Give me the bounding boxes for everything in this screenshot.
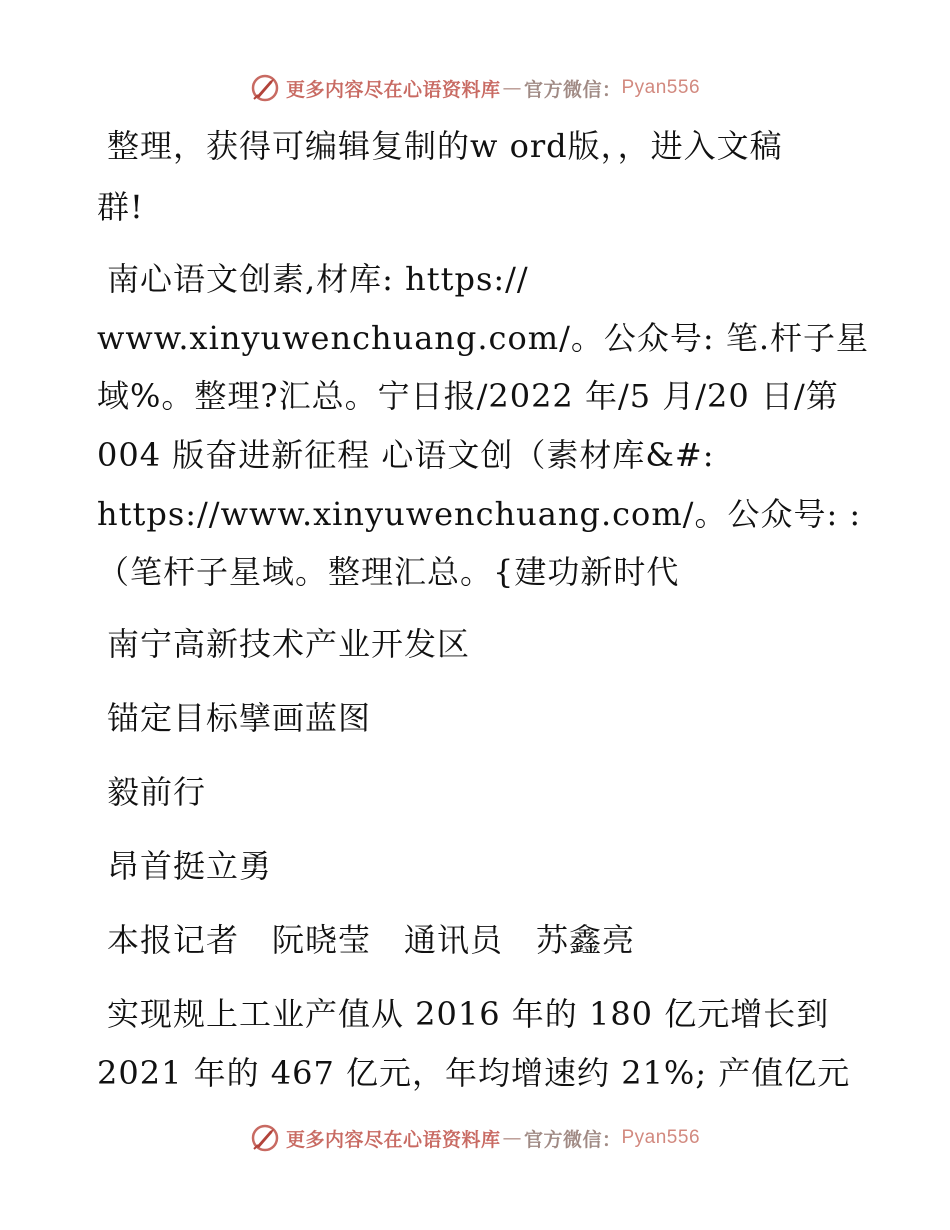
banner-wechat-id: Pyan556 bbox=[621, 77, 701, 98]
text-line: 南宁高新技术产业开发区 bbox=[107, 625, 471, 663]
text-line: 南心语文创素,材库: https:// bbox=[107, 260, 529, 298]
text-line: 整理，获得可编辑复制的w ord版，，进入文稿 bbox=[107, 127, 783, 165]
text-line: （笔杆子星域。整理汇总。{建功新时代 bbox=[97, 553, 680, 591]
text-line: 2021 年的 467 亿元，年均增速约 21%; 产值亿元 bbox=[97, 1054, 851, 1092]
text-line: 004 版奋进新征程 心语文创（素材库&#: bbox=[97, 436, 715, 474]
banner-wechat-label: 官方微信： bbox=[523, 78, 622, 101]
banner-dash: — bbox=[502, 1127, 522, 1149]
quill-pen-icon bbox=[250, 1123, 280, 1153]
text-line: 毅前行 bbox=[107, 773, 207, 811]
banner-main-text: 更多内容尽在心语资料库 bbox=[285, 1128, 501, 1151]
byline: 本报记者 阮晓莹 通讯员 苏鑫亮 bbox=[107, 921, 636, 959]
text-line: 昂首挺立勇 bbox=[107, 847, 273, 885]
banner-main-text: 更多内容尽在心语资料库 bbox=[285, 78, 501, 101]
text-line: 群! bbox=[97, 188, 144, 226]
text-line: 实现规上工业产值从 2016 年的 180 亿元增长到 bbox=[107, 995, 830, 1033]
text-line: www.xinyuwenchuang.com/。公众号: 笔.杆子星 bbox=[97, 319, 869, 357]
text-line: 域%。整理?汇总。宁日报/2022 年/5 月/20 日/第 bbox=[97, 377, 839, 415]
footer-watermark-banner bbox=[0, 1118, 950, 1158]
banner-dash: — bbox=[502, 77, 522, 99]
text-line: 锚定目标擘画蓝图 bbox=[107, 699, 372, 737]
text-line: https://www.xinyuwenchuang.com/。公众号: : bbox=[97, 495, 862, 533]
banner-wechat-id: Pyan556 bbox=[621, 1127, 701, 1148]
banner-wechat-label: 官方微信： bbox=[523, 1128, 622, 1151]
